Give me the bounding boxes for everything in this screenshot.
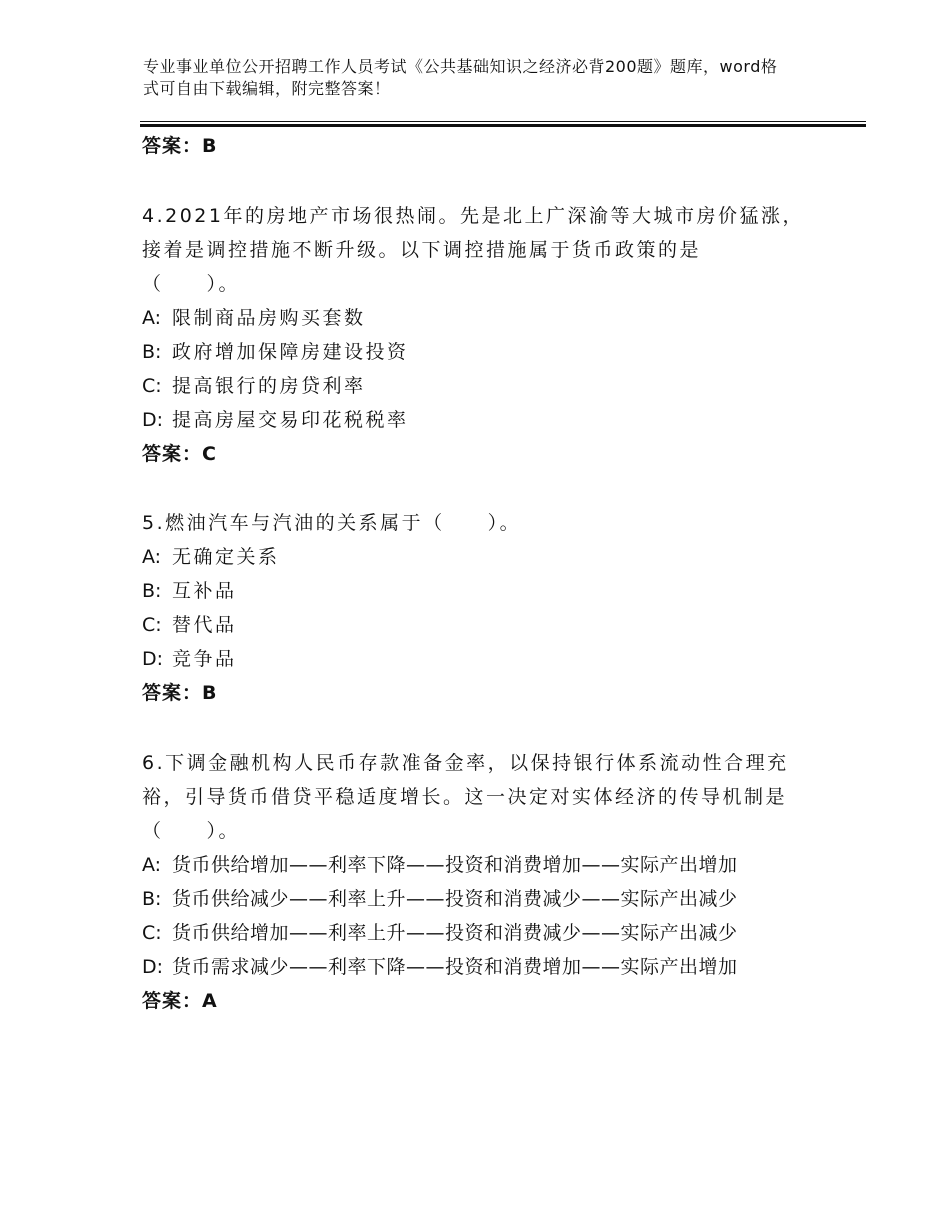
question-5-line-1: 5.燃油汽车与汽油的关系属于（ ）。 bbox=[142, 512, 522, 534]
question-6-line-2: 裕，引导货币借贷平稳适度增长。这一决定对实体经济的传导机制是 bbox=[142, 786, 788, 808]
question-4-option-a: A: 限制商品房购买套数 bbox=[142, 307, 366, 329]
question-5-option-c: C: 替代品 bbox=[142, 614, 237, 636]
question-6-line-1: 6.下调金融机构人民币存款准备金率，以保持银行体系流动性合理充 bbox=[142, 752, 789, 774]
question-6-option-c: C: 货币供给增加——利率上升——投资和消费减少——实际产出减少 bbox=[142, 922, 738, 944]
question-5-answer: 答案：B bbox=[142, 682, 218, 704]
question-6-option-d: D: 货币需求减少——利率下降——投资和消费增加——实际产出增加 bbox=[142, 956, 738, 978]
question-6-option-a: A: 货币供给增加——利率下降——投资和消费增加——实际产出增加 bbox=[142, 854, 738, 876]
previous-answer: 答案：B bbox=[142, 135, 218, 157]
question-6-answer: 答案：A bbox=[142, 990, 218, 1012]
question-5-option-a: A: 无确定关系 bbox=[142, 546, 280, 568]
question-5-option-d: D: 竞争品 bbox=[142, 648, 237, 670]
question-4-option-c: C: 提高银行的房贷利率 bbox=[142, 375, 366, 397]
question-4-option-d: D: 提高房屋交易印花税税率 bbox=[142, 409, 409, 431]
question-6-line-3: （ ）。 bbox=[142, 820, 241, 842]
header-divider-thin bbox=[140, 121, 866, 122]
question-4-line-3: （ ）。 bbox=[142, 273, 241, 295]
header-divider-thick bbox=[140, 124, 866, 127]
question-4-answer: 答案：C bbox=[142, 443, 217, 465]
question-4-option-b: B: 政府增加保障房建设投资 bbox=[142, 341, 409, 363]
question-4-line-2: 接着是调控措施不断升级。以下调控措施属于货币政策的是 bbox=[142, 239, 702, 261]
page-header: 专业事业单位公开招聘工作人员考试《公共基础知识之经济必背200题》题库，word格式可自由下载编辑，附完整答案！ bbox=[143, 57, 778, 98]
question-4-line-1: 4.2021年的房地产市场很热闹。先是北上广深渝等大城市房价猛涨， bbox=[142, 205, 804, 227]
question-5-option-b: B: 互补品 bbox=[142, 580, 237, 602]
question-6-option-b: B: 货币供给减少——利率上升——投资和消费减少——实际产出减少 bbox=[142, 888, 738, 910]
